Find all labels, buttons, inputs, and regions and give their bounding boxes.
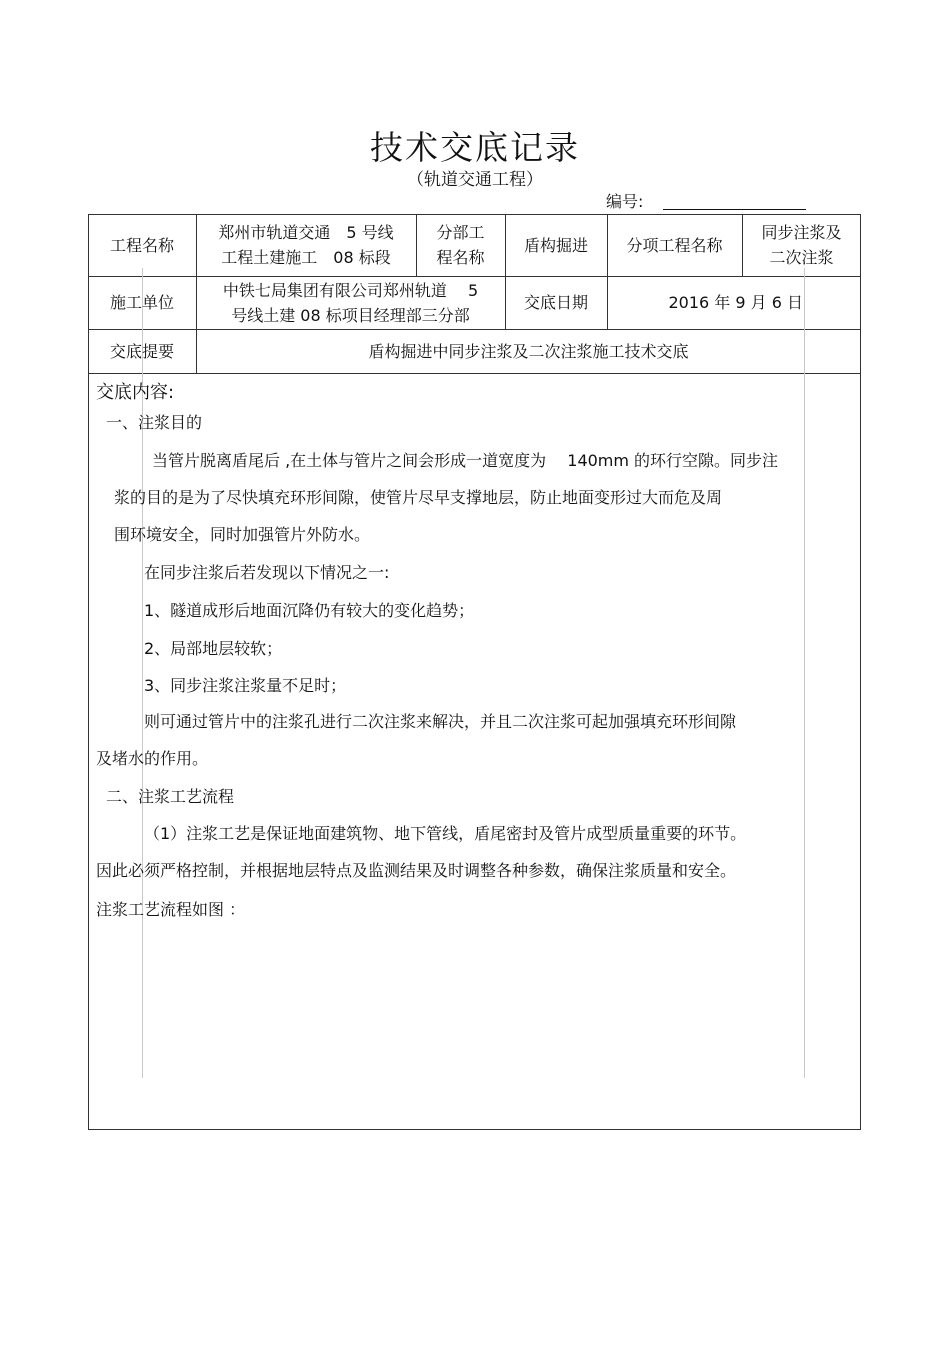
sub-item-line1: 同步注浆及 [761,223,842,242]
contractor-value [196,276,505,329]
sub-item-label: 分项工程名称 [626,235,723,255]
contractor-line2: 号线土建 08 标项目经理部三分部 [231,305,470,325]
section1-condition-item: 3、同步注浆注浆量不足时； [144,676,347,695]
date-value: 2016 年 9 月 6 日 [668,293,803,312]
row-divider-3 [88,373,861,374]
section2-title: 二、注浆工艺流程 [106,787,235,806]
project-name-line1: 郑州市轨道交通 5 号线 [218,223,394,242]
summary-value: 盾构掘进中同步注浆及二次注浆施工技术交底 [368,341,689,361]
project-name-line2: 工程土建施工 08 标段 [221,248,391,267]
division-label-line2: 程名称 [436,248,485,267]
division-value: 盾构掘进 [523,235,588,255]
section1-paragraph-line: 围环境安全，同时加强管片外防水。 [114,525,371,544]
contractor-line1: 中铁七局集团有限公司郑州轨道 5 [222,280,479,300]
summary-label: 交底提要 [109,341,174,361]
document-subtitle: （轨道交通工程） [407,170,543,190]
section1-condition-item: 2、局部地层较软； [144,639,283,658]
section1-condition-item: 1、隧道成形后地面沉降仍有较大的变化趋势； [144,601,475,620]
section1-paragraph-line: 当管片脱离盾尾后 ,在土体与管片之间会形成一道宽度为 140mm 的环行空隙。同步注 [152,451,779,470]
number-field-underline [663,209,806,210]
sub-item-value [742,214,861,276]
section1-conclusion-line: 则可通过管片中的注浆孔进行二次注浆来解决，并且二次注浆可起加强填充环形间隙 [144,712,737,731]
section2-paragraph-line: 因此必须严格控制，并根据地层特点及监测结果及时调整各种参数，确保注浆质量和安全。 [96,861,737,880]
contractor-label: 施工单位 [109,293,174,312]
date-label: 交底日期 [523,293,588,312]
section1-title: 一、注浆目的 [106,413,203,432]
division-label-line1: 分部工 [436,223,485,242]
content-heading: 交底内容: [96,382,175,403]
section1-condition-intro: 在同步注浆后若发现以下情况之一: [144,563,390,582]
section1-paragraph-line: 浆的目的是为了尽快填充环形间隙，使管片尽早支撑地层，防止地面变形过大而危及周 [114,488,723,507]
number-label: 编号: [606,192,644,211]
section2-paragraph-line: 注浆工艺流程如图 ： [96,900,246,919]
project-name-value [196,214,416,276]
section2-paragraph-line: （1）注浆工艺是保证地面建筑物、地下管线，盾尾密封及管片成型质量重要的环节。 [144,824,747,843]
document-title: 技术交底记录 [370,128,580,167]
project-name-label: 工程名称 [109,235,174,255]
division-label [416,214,505,276]
scan-artifact-line [804,268,805,1078]
sub-item-line2: 二次注浆 [769,248,834,267]
section1-conclusion-line: 及堵水的作用。 [96,749,209,768]
